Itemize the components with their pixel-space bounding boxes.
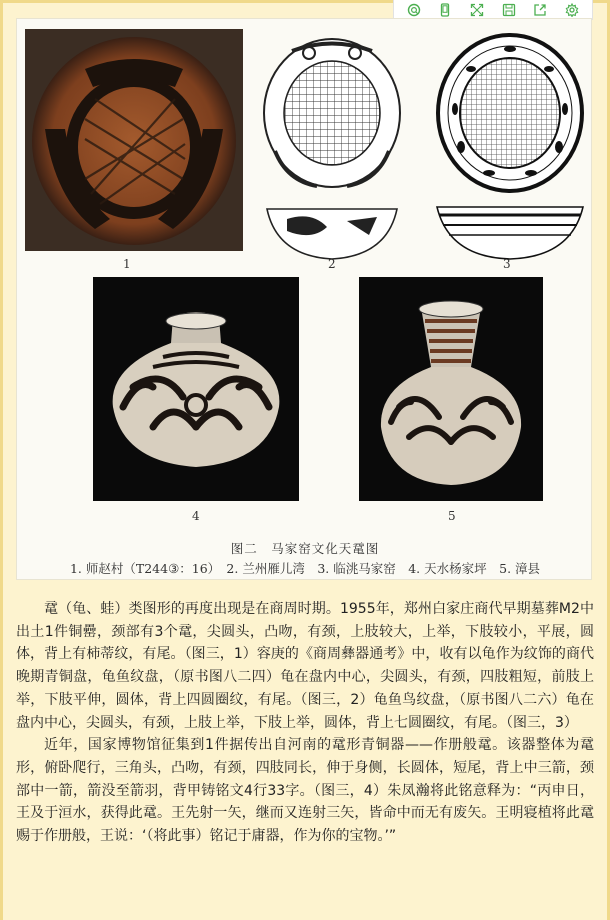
expand-icon[interactable]	[468, 1, 486, 19]
figure-caption: 1. 师赵村（T244③：16） 2. 兰州雁儿湾 3. 临洮马家窑 4. 天水杨家坪 5. 漳县	[69, 561, 541, 576]
photo-painted-vase-5	[359, 277, 543, 501]
search-icon[interactable]	[405, 1, 423, 19]
figure-number-2: 2	[328, 257, 336, 271]
bowl-2-illustration	[257, 31, 407, 261]
drawing-bowl-3	[431, 29, 589, 261]
figure-number-5: 5	[448, 509, 456, 523]
jar-4-illustration	[93, 277, 299, 501]
article-body	[16, 598, 594, 848]
figure-plate	[16, 18, 592, 580]
floating-toolbar	[393, 0, 593, 20]
paragraph-1: 鼋（龟、蛙）类图形的再度出现是在商周时期。1955年，郑州白家庄商代早期墓葬M2中出土1件铜罍，颈部有3个鼋，尖圆头，凸吻，有颈，上肢较大，上举，下肢较小，平展，圆体，背上有柿蒂纹，有尾。（图三，1）容庚的《商周彝器通考》中，收有以龟作为纹饰的商代晚期青铜盘，龟鱼纹盘，（原书图八二四）龟在盘内中心，尖圆头，有颈，四肢粗短，前肢上举，下肢平伸，圆体，背上四圆圈纹，有尾。（图三，2）龟鱼鸟纹盘，（原书图八二六）龟在盘内中心，尖圆头，有颈，上肢上举，下肢上举，圆体，背上七圆圈纹，有尾。（图三，3）	[16, 601, 594, 731]
figure-number-1: 1	[123, 257, 131, 271]
photo-painted-bowl-1	[25, 29, 243, 251]
mobile-icon[interactable]	[436, 1, 454, 19]
paragraph-2: 近年，国家博物馆征集到1件据传出自河南的鼋形青铜器——作册般鼋。该器整体为鼋形，俯卧爬行，三角头，凸吻，有颈，四肢同长，伸于身侧，长圆体，短尾，背上中三箭，颈部中一箭，箭没至箭羽，背甲铸铭文4行33字。（图三，4）朱凤瀚将此铭意释为：“丙申日，王及于洹水，获得此鼋。王先射一矢，继而又连射三矢，皆命中而无有废矢。王明寝植将此鼋赐于作册般，王说：‘（将此事）铭记于庸器，作为你的宝物。’”	[16, 737, 594, 845]
bowl-3-illustration	[431, 29, 589, 261]
photo-painted-jar-4	[93, 277, 299, 501]
figure-number-4: 4	[192, 509, 200, 523]
bowl-1-illustration	[25, 29, 243, 251]
settings-icon[interactable]	[563, 1, 581, 19]
export-icon[interactable]	[531, 1, 549, 19]
drawing-bowl-2	[257, 31, 407, 261]
figure-title: 图二 马家窑文化天鼋图	[230, 541, 380, 556]
vase-5-illustration	[359, 277, 543, 501]
figure-number-3: 3	[503, 257, 511, 271]
save-icon[interactable]	[500, 1, 518, 19]
